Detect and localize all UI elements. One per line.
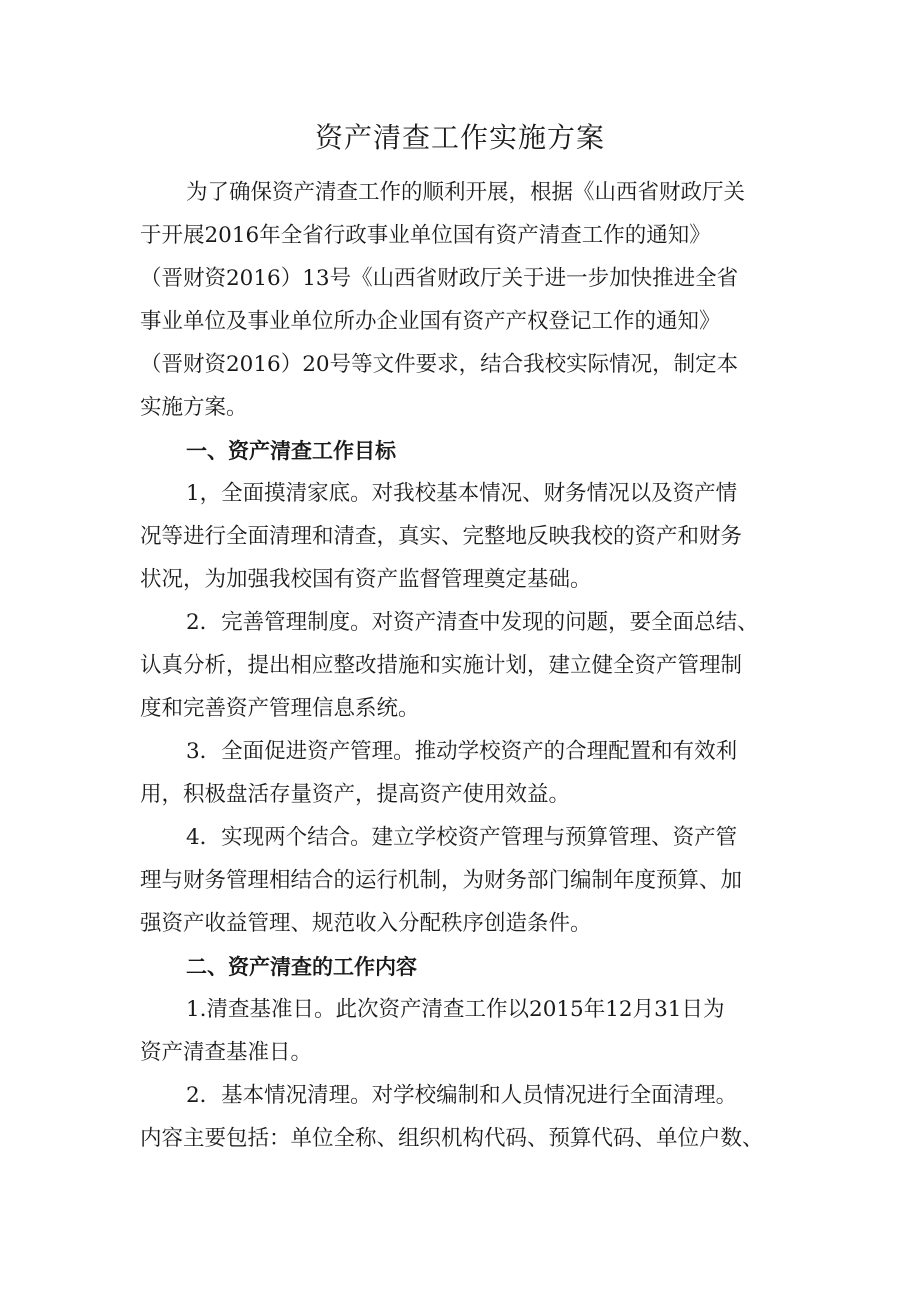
paragraph-line: （晋财资2016）13号《山西省财政厅关于进一步加快推进全省: [140, 266, 739, 291]
paragraph-line: 认真分析，提出相应整改措施和实施计划，建立健全资产管理制: [140, 653, 743, 678]
paragraph-line: 2．完善管理制度。对资产清查中发现的问题，要全面总结、: [186, 610, 759, 635]
paragraph-line: 1，全面摸清家底。对我校基本情况、财务情况以及资产情: [186, 481, 738, 506]
paragraph-line: 用，积极盘活存量资产，提高资产使用效益。: [140, 782, 571, 807]
paragraph-line: 事业单位及事业单位所办企业国有资产产权登记工作的通知》: [140, 309, 721, 334]
paragraph-line: 4．实现两个结合。建立学校资产管理与预算管理、资产管: [186, 825, 738, 850]
paragraph-line: 于开展2016年全省行政事业单位国有资产清查工作的通知》: [140, 223, 711, 248]
paragraph-line: 3．全面促进资产管理。推动学校资产的合理配置和有效利: [186, 739, 738, 764]
paragraph-line: 度和完善资产管理信息系统。: [140, 696, 420, 721]
paragraph-line: 理与财务管理相结合的运行机制，为财务部门编制年度预算、加: [140, 868, 743, 893]
paragraph-line: 为了确保资产清查工作的顺利开展，根据《山西省财政厅关: [186, 180, 746, 205]
section-heading: 二、资产清查的工作内容: [186, 955, 417, 979]
paragraph-line: 2．基本情况清理。对学校编制和人员情况进行全面清理。: [186, 1083, 738, 1108]
paragraph-line: 况等进行全面清理和清查，真实、完整地反映我校的资产和财务: [140, 524, 743, 549]
section-heading: 一、资产清查工作目标: [186, 439, 396, 463]
paragraph-line: 状况，为加强我校国有资产监督管理奠定基础。: [140, 567, 592, 592]
paragraph-line: 内容主要包括：单位全称、组织机构代码、预算代码、单位户数、: [140, 1126, 764, 1151]
document-title: 资产清查工作实施方案: [314, 121, 605, 154]
paragraph-line: 实施方案。: [140, 395, 248, 420]
paragraph-line: 1.清查基准日。此次资产清查工作以2015年12月31日为: [186, 997, 725, 1022]
paragraph-line: 资产清查基准日。: [140, 1040, 313, 1065]
paragraph-line: （晋财资2016）20号等文件要求，结合我校实际情况，制定本: [140, 352, 739, 377]
paragraph-line: 强资产收益管理、规范收入分配秩序创造条件。: [140, 911, 592, 936]
